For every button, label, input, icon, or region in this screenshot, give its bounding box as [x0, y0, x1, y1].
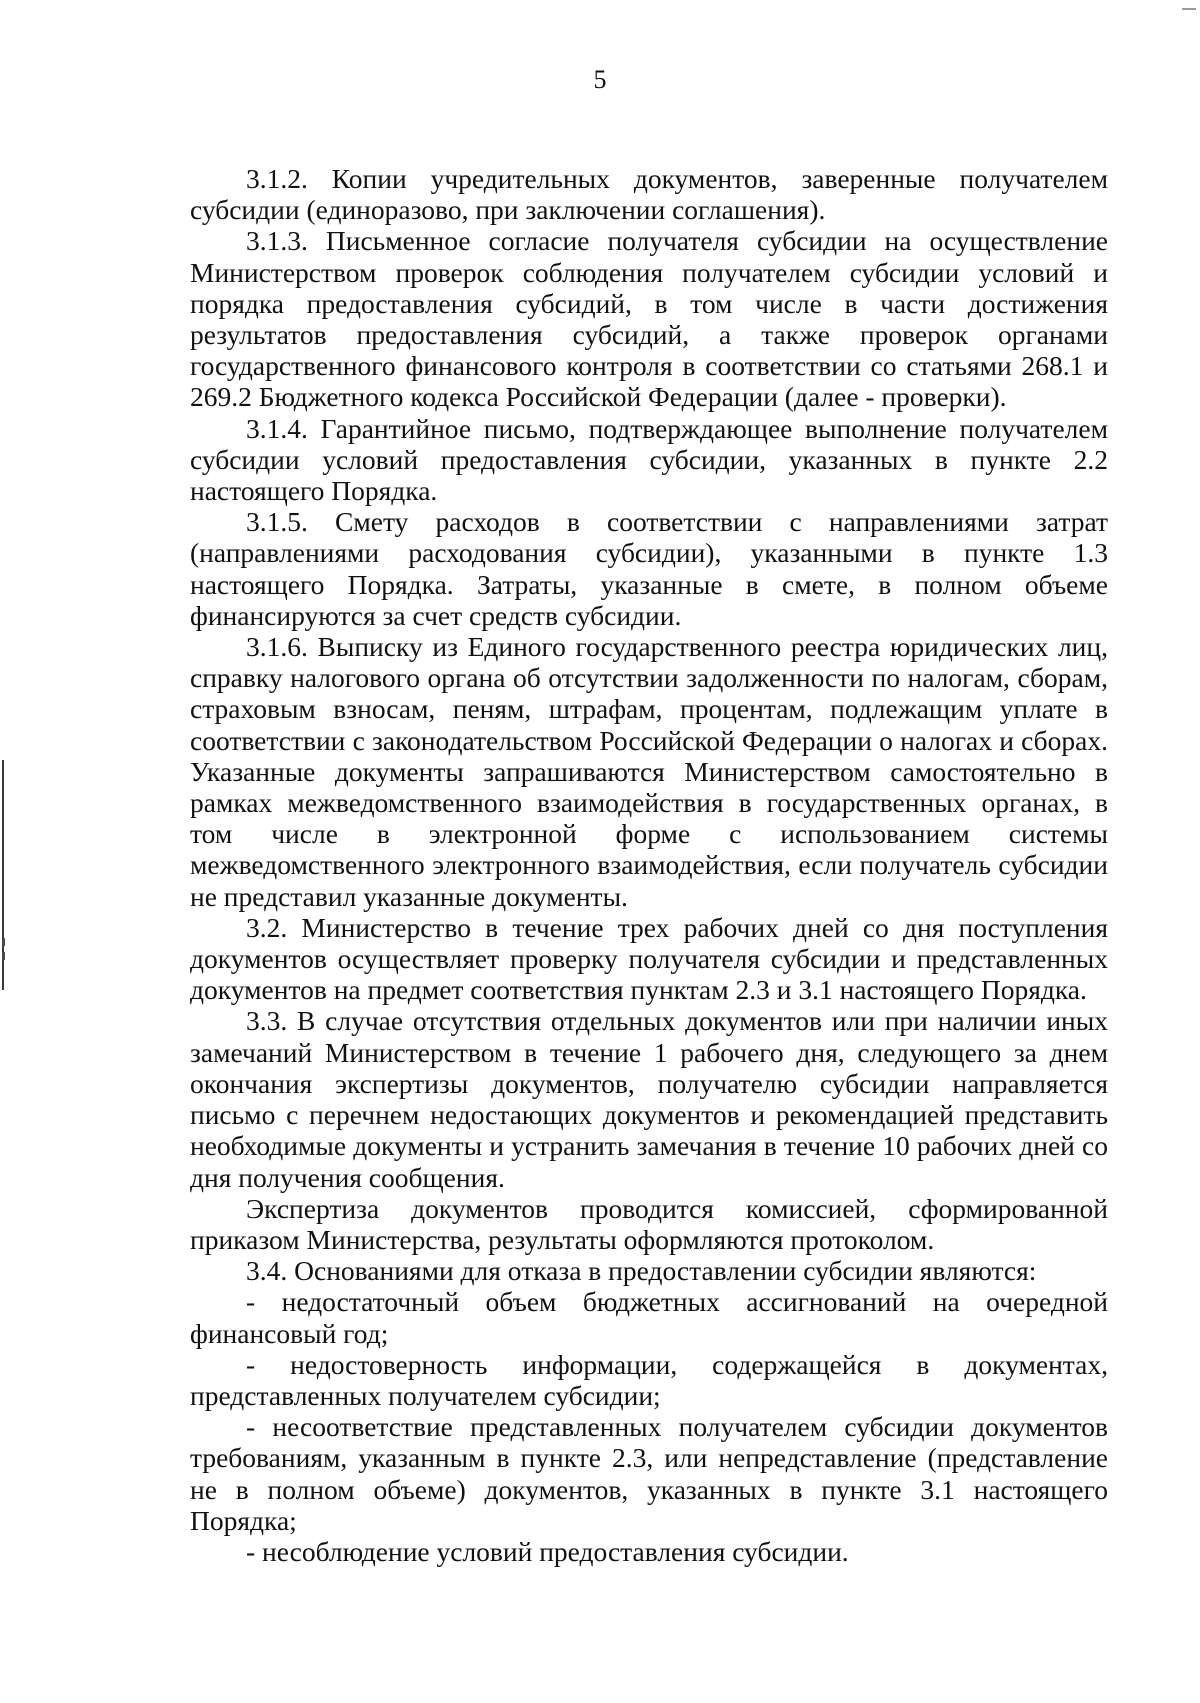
paragraph-3-3: 3.3. В случае отсутствия отдельных документов или при наличии иных замечаний Министерством в течение 1 рабочего дня, следующего за днем окончания экспертизы документов, получателю субсидии направляется письмо с перечнем недостающих документов и рекомендацией представить необходимые документы и устранить замечания в течение 10 рабочих дней со дня получения сообщения. [190, 1005, 1108, 1193]
list-item: - недостоверность информации, содержащейся в документах, представленных получателем субсидии; [190, 1348, 1108, 1411]
scan-corner-mark [1182, 8, 1196, 10]
paragraph-3-1-6: 3.1.6. Выписку из Единого государственного реестра юридических лиц, справку налогового органа об отсутствии задолженности по налогам, сборам, страховым взносам, пеням, штрафам, процентам, подлежащим уплате в соответствии с законодательством Российской Федерации о налогах и сборах. Указанные документы запрашиваются Министерством самостоятельно в рамках межведомственного взаимодействия в государственных органах, в том числе в электронной форме с использованием системы межведомственного электронного взаимодействия, если получатель субсидии не представил указанные документы. [190, 631, 1108, 912]
paragraph-3-1-2: 3.1.2. Копии учредительных документов, заверенные получателем субсидии (единоразово, при заключении соглашения). [190, 163, 1108, 226]
page-number: 5 [593, 65, 607, 94]
document-body [190, 163, 1108, 1567]
list-item: - несоответствие представленных получателем субсидии документов требованиям, указанным в пункте 2.3, или непредставление (представление не в полном объеме) документов, указанных в пункте 3.1 настоящего Порядка; [190, 1411, 1108, 1536]
paragraph-3-1-4: 3.1.4. Гарантийное письмо, подтверждающее выполнение получателем субсидии условий предоставления субсидии, указанных в пункте 2.2 настоящего Порядка. [190, 412, 1108, 507]
scan-margin-tick [2, 952, 5, 960]
list-item: - недостаточный объем бюджетных ассигнований на очередной финансовый год; [190, 1286, 1108, 1349]
scan-margin-tick [2, 938, 5, 946]
paragraph-3-4: 3.4. Основаниями для отказа в предоставлении субсидии являются: [246, 1255, 1037, 1287]
paragraph-3-1-3: 3.1.3. Письменное согласие получателя субсидии на осуществление Министерством проверок соблюдения получателем субсидии условий и порядка предоставления субсидий, в том числе в части достижения результатов предоставления субсидий, а также проверок органами государственного финансового контроля в соответствии со статьями 268.1 и 269.2 Бюджетного кодекса Российской Федерации (далее - проверки). [190, 225, 1108, 413]
list-item: - несоблюдение условий предоставления субсидии. [246, 1535, 849, 1567]
paragraph-3-1-5: 3.1.5. Смету расходов в соответствии с направлениями затрат (направлениями расходования субсидии), указанными в пункте 1.3 настоящего Порядка. Затраты, указанные в смете, в полном объеме финансируются за счет средств субсидии. [190, 506, 1108, 631]
paragraph-3-2: 3.2. Министерство в течение трех рабочих дней со дня поступления документов осуществляет проверку получателя субсидии и представленных документов на предмет соответствия пунктам 2.3 и 3.1 настоящего Порядка. [190, 911, 1108, 1006]
paragraph-expertise: Экспертиза документов проводится комиссией, сформированной приказом Министерства, результаты оформляются протоколом. [190, 1192, 1108, 1255]
